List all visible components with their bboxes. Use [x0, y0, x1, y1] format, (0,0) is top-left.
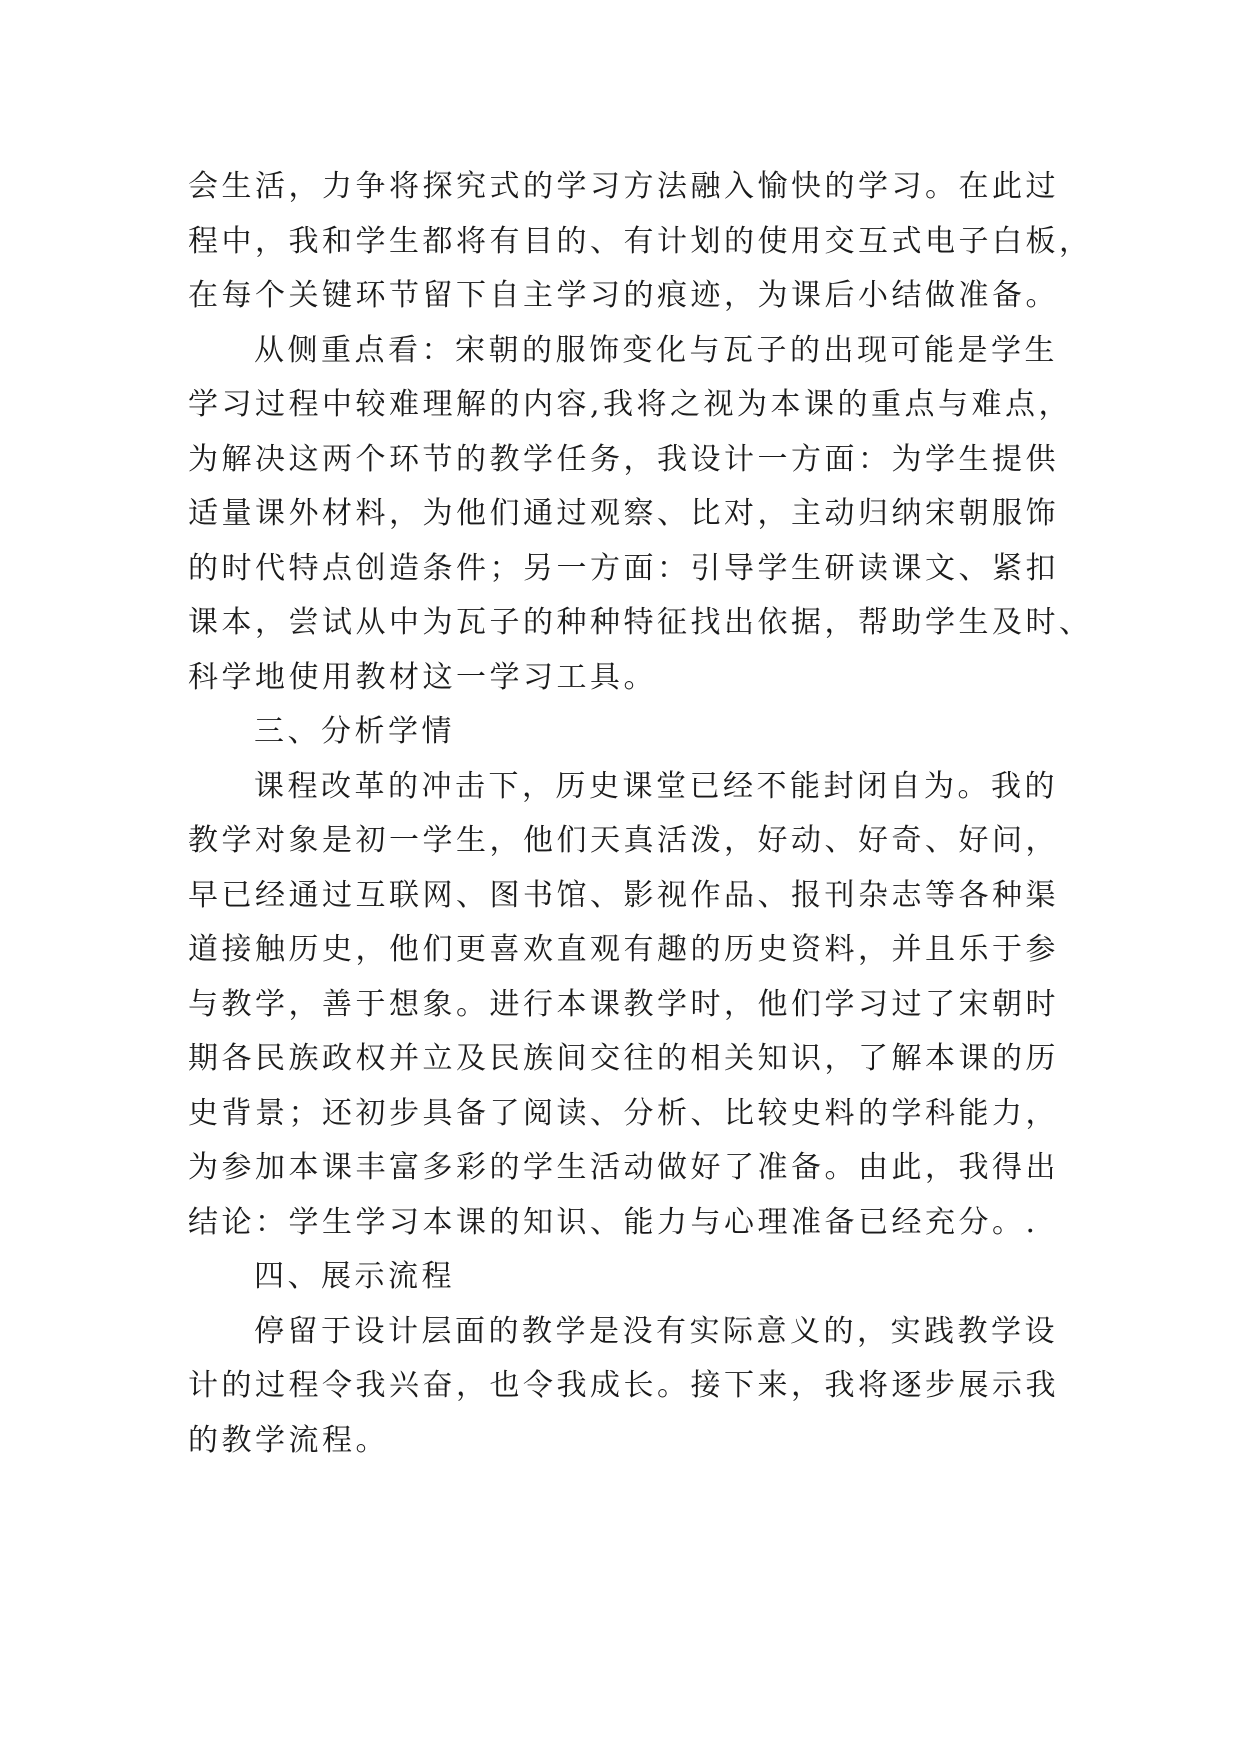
text-line: 史背景；还初步具备了阅读、分析、比较史料的学科能力，	[188, 1095, 1059, 1131]
text-line: 的时代特点创造条件；另一方面：引导学生研读课文、紧扣	[188, 550, 1059, 586]
text-line: 程中，我和学生都将有目的、有计划的使用交互式电子白板，	[188, 223, 1093, 259]
text-line: 为解决这两个环节的教学任务，我设计一方面：为学生提供	[188, 441, 1059, 477]
text-line: 会生活，力争将探究式的学习方法融入愉快的学习。在此过	[188, 169, 1059, 204]
body-text	[188, 160, 1093, 1468]
text-line: 早已经通过互联网、图书馆、影视作品、报刊杂志等各种渠	[188, 877, 1059, 913]
text-line: 停留于设计层面的教学是没有实际意义的，实践教学设	[254, 1313, 1058, 1349]
text-line: 计的过程令我兴奋，也令我成长。接下来，我将逐步展示我	[188, 1368, 1059, 1403]
text-line: 从侧重点看：宋朝的服饰变化与瓦子的出现可能是学生	[254, 332, 1058, 368]
text-line: 适量课外材料，为他们通过观察、比对，主动归纳宋朝服饰	[188, 496, 1059, 531]
text-line: 期各民族政权并立及民族间交往的相关知识，了解本课的历	[188, 1041, 1059, 1076]
text-line: 教学对象是初一学生，他们天真活泼，好动、好奇、好问，	[188, 823, 1059, 858]
text-line: 与教学，善于想象。进行本课教学时，他们学习过了宋朝时	[188, 986, 1059, 1022]
text-line: 课程改革的冲击下，历史课堂已经不能封闭自为。我的	[254, 768, 1058, 804]
section-heading: 四、展示流程	[254, 1259, 455, 1294]
text-line: 科学地使用教材这一学习工具。	[188, 659, 657, 695]
text-line: 课本，尝试从中为瓦子的种种特征找出依据，帮助学生及时、	[188, 605, 1093, 640]
text-line: 的教学流程。	[188, 1422, 389, 1458]
text-line: 道接触历史，他们更喜欢直观有趣的历史资料，并且乐于参	[188, 932, 1059, 967]
text-line: 在每个关键环节留下自主学习的痕迹，为课后小结做准备。	[188, 278, 1059, 313]
text-line: 学习过程中较难理解的内容,我将之视为本课的重点与难点，	[188, 387, 1073, 422]
text-line: 为参加本课丰富多彩的学生活动做好了准备。由此，我得出	[188, 1150, 1059, 1185]
section-heading: 三、分析学情	[254, 714, 455, 749]
text-line: 结论：学生学习本课的知识、能力与心理准备已经充分。.	[188, 1204, 1039, 1240]
